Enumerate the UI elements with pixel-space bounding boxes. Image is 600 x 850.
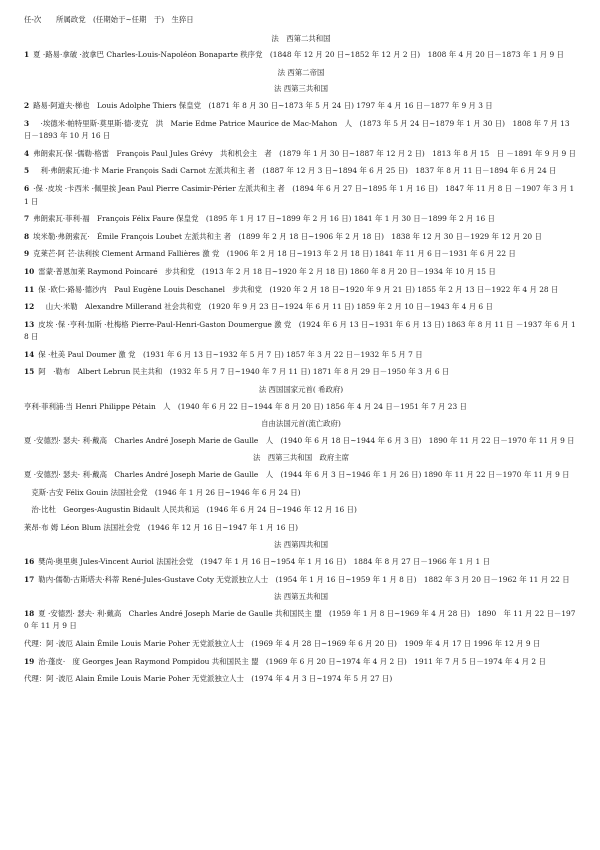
- entry-text: 莱昂·布 姆 Léon Blum 法国社会党 (1946 年 12 月 16 日~1947 年 1 月 16 日): [24, 522, 299, 532]
- president-entry: [24, 100, 578, 113]
- entry-number: 3: [24, 118, 30, 128]
- section-heading: 法 西第五共和国: [273, 592, 329, 602]
- entry-number: 1: [24, 50, 30, 60]
- entry-number: 12: [24, 302, 35, 312]
- president-entry: [24, 49, 578, 62]
- entry-text: 弗朗索瓦·菲利·福 François Félix Faure 保皇党 (1895 年 1 月 17 日~1899 年 2 月 16 日) 1841 年 1 月 30 日－1899 年 2 月 16 日: [33, 214, 495, 224]
- entry-number: 13: [24, 319, 35, 329]
- president-entry: [24, 231, 578, 244]
- entry-text: 代理：阿 ·波厄 Alain Émile Louis Marie Poher 无党派独立人士 (1974 年 4 月 3 日~1974 年 5 月 27 日): [24, 674, 393, 684]
- president-entry: [24, 638, 578, 651]
- president-entry: [24, 608, 578, 633]
- entry-text: 夏 ·路易·拿破 ·波拿巴 Charles-Louis-Napoléon Bonaparte 秩序党 (1848 年 12 月 20 日~1852 年 12 月 2 日) 1808 年 4 月 20 日－1873 年 1 月 9 日: [33, 50, 564, 60]
- president-entry: [24, 349, 578, 362]
- president-entry: [24, 319, 578, 344]
- entry-text: 代理：阿 ·波厄 Alain Émile Louis Marie Poher 无党派独立人士 (1969 年 4 月 28 日~1969 年 6 月 20 日) 1909 年 4 月 17 日 1996 年 12 月 9 日: [24, 638, 541, 648]
- entry-text: 利·弗朗索瓦·迪·卡 Marie François Sadi Carnot 左派共和主 者 (1887 年 12 月 3 日~1894 年 6 月 25 日) 1837 年 8 月 11 日－1894 年 6 月 24 日: [33, 166, 557, 176]
- section-heading: 法 西第二共和国: [271, 33, 331, 43]
- entry-number: 5: [24, 166, 30, 176]
- president-entry: [24, 673, 578, 686]
- entry-number: 7: [24, 214, 30, 224]
- president-entry: [24, 213, 578, 226]
- entry-text: 路易·阿道夫·梯也 Louis Adolphe Thiers 保皇党 (1871 年 8 月 30 日~1873 年 5 月 24 日) 1797 年 4 月 16 日－1877 年 9 月 3 日: [33, 100, 493, 110]
- entry-text: 夏 ·安德烈· 瑟夫· 利·戴高 Charles André Joseph Marie de Gaulle 人 (1944 年 6 月 3 日~1946 年 1 月 26 日) 1890 年 11 月 22 日－1970 年 11 月 9 日: [24, 470, 570, 480]
- entry-text: 保 ·欧仁·路易·德沙内 Paul Eugène Louis Deschanel 步共和党 (1920 年 2 月 18 日~1920 年 9 月 21 日) 1855 年 2 月 13 日－1922 年 4 月 28 日: [38, 284, 559, 294]
- president-entry: [24, 504, 578, 517]
- entry-text: 埃米勒·弗朗索瓦· Émile François Loubet 左派共和主 者 (1899 年 2 月 18 日~1906 年 2 月 18 日) 1838 年 12 月 30 日－1929 年 12 月 20 日: [33, 231, 542, 241]
- president-entry: [24, 401, 578, 414]
- section-heading: 法 西第四共和国: [273, 540, 329, 550]
- entry-text: 山大·米勒 Alexandre Millerand 社会共和党 (1920 年 9 月 23 日~1924 年 6 月 11 日) 1859 年 2 月 10 日－1943 年 4 月 6 日: [38, 302, 493, 312]
- entry-text: 阿 ·勒布 Albert Lebrun 民主共和 (1932 年 5 月 7 日~1940 年 7 月 11 日) 1871 年 8 月 29 日－1950 年 3 月 6 日: [38, 367, 450, 377]
- president-entry: [24, 656, 578, 669]
- entry-text: 治·比杜 Georges-Augustin Bidault 人民共和运 (1946 年 6 月 24 日~1946 年 12 月 16 日): [24, 505, 357, 515]
- entry-number: 2: [24, 100, 30, 110]
- entry-number: 9: [24, 249, 30, 259]
- president-entry: [24, 266, 578, 279]
- president-entry: [24, 248, 578, 261]
- entry-text: 克莱芒·阿 芒·法利挨 Clement Armand Fallières 激 党 (1906 年 2 月 18 日~1913 年 2 月 18 日) 1841 年 11 月 6 日－1931 年 6 月 22 日: [33, 249, 516, 259]
- entry-number: 11: [24, 284, 35, 294]
- entry-number: 8: [24, 231, 30, 241]
- president-entry: [24, 522, 578, 535]
- president-entry: [24, 574, 578, 587]
- president-entry: [24, 487, 578, 500]
- entry-number: 10: [24, 266, 35, 276]
- president-entry: [24, 366, 578, 379]
- entry-text: ·埃德米·帕特里斯·莫里斯·德·麦克 洪 Marie Edme Patrice Maurice de Mac-Mahon 人 (1873 年 5 月 24 日~1879 年 1 月 30 日) 1808 年 7 月 13 日－1893 年 10 月 16 日: [24, 118, 570, 141]
- entry-text: 亨利·菲利浦·当 Henri Philippe Pétain 人 (1940 年 6 月 22 日~1944 年 8 月 20 日) 1856 年 4 月 24 日－1951 年 7 月 23 日: [24, 401, 467, 411]
- entry-text: 弗朗索瓦·保 ·儒勒·格雷 François Paul Jules Grévy 共和机会主 者 (1879 年 1 月 30 日~1887 年 12 月 2 日) 1813 年 8 月 15 日 －1891 年 9 月 9 日: [33, 148, 576, 158]
- president-entry: [24, 118, 578, 143]
- president-entry: [24, 469, 578, 482]
- entry-number: 6: [24, 183, 30, 193]
- entry-text: 夏 ·安德烈· 瑟夫· 利·戴高 Charles André Joseph Marie de Gaulle 人 (1940 年 6 月 18 日~1944 年 6 月 3 日) 1890 年 11 月 22 日－1970 年 11 月 9 日: [24, 435, 575, 445]
- entry-text: 夏 ·安德烈· 瑟夫· 利·戴高 Charles André Joseph Marie de Gaulle 共和国民主 盟 (1959 年 1 月 8 日~1969 年 4 月 28 日) 1890 年 11 月 22 日－1970 年 11 月 9 日: [24, 608, 576, 631]
- entry-number: 18: [24, 608, 35, 618]
- entry-text: 勒内·儒勒-古斯塔夫·科蒂 René-Jules-Gustave Coty 无党派独立人士 (1954 年 1 月 16 日~1959 年 1 月 8 日) 1882 年 3 月 20 日－1962 年 11 月 22 日: [38, 574, 570, 584]
- section-heading: 法 西第三共和国 政府主席: [252, 453, 350, 463]
- president-entry: [24, 556, 578, 569]
- entry-number: 16: [24, 557, 35, 566]
- entry-text: 樊尚·奥里奥 Jules-Vincent Auriol 法国社会党 (1947 年 1 月 16 日~1954 年 1 月 16 日) 1884 年 8 月 27 日－1966 年 1 月 1 日: [38, 557, 490, 566]
- entry-number: 15: [24, 367, 35, 377]
- president-entry: [24, 284, 578, 297]
- entry-text: ·保 ·皮埃 ·卡西米 ·佩里挨 Jean Paul Pierre Casimir-Périer 左派共和主 者 (1894 年 6 月 27 日~1895 年 1 月 16 日) 1847 年 11 月 8 日 －1907 年 3 月 11 日: [24, 183, 575, 206]
- president-entry: [24, 148, 578, 161]
- president-list: [24, 33, 578, 686]
- president-entry: [24, 301, 578, 314]
- column-header: 任-次 所属政党 (任期始于~任期 于) 生猝日: [24, 15, 194, 24]
- section-heading: 法 西第三共和国: [273, 84, 329, 94]
- section-heading: 法 西国国家元首( 希政府): [258, 385, 344, 395]
- entry-text: 雷蒙·普恩加莱 Raymond Poincaré 步共和党 (1913 年 2 月 18 日~1920 年 2 月 18 日) 1860 年 8 月 20 日－1934 年 10 月 15 日: [38, 266, 496, 276]
- president-entry: [24, 165, 578, 178]
- entry-number: 14: [24, 349, 35, 359]
- president-entry: [24, 183, 578, 208]
- president-entry: [24, 435, 578, 448]
- entry-text: 克斯·古安 Félix Gouin 法国社会党 (1946 年 1 月 26 日~1946 年 6 月 24 日): [24, 487, 301, 497]
- section-heading: 法 西第二帝国: [277, 67, 325, 77]
- entry-number: 4: [24, 148, 30, 158]
- entry-text: 皮埃 ·保 ·亨利·加斯 ·杜梅格 Pierre-Paul-Henri-Gaston Doumergue 激 党 (1924 年 6 月 13 日~1931 年 6 月 13 日) 1863 年 8 月 11 日 －1937 年 6 月 18 日: [24, 319, 576, 342]
- section-heading: 自由法国元首(流亡政府): [261, 419, 341, 429]
- entry-number: 17: [24, 574, 35, 584]
- entry-number: 19: [24, 656, 35, 666]
- entry-text: 治·蓬皮· 度 Georges Jean Raymond Pompidou 共和国民主 盟 (1969 年 6 月 20 日~1974 年 4 月 2 日) 1911 年 7 月 5 日－1974 年 4 月 2 日: [38, 656, 546, 666]
- entry-text: 保 ·杜美 Paul Doumer 激 党 (1931 年 6 月 13 日~1932 年 5 月 7 日) 1857 年 3 月 22 日－1932 年 5 月 7 日: [38, 349, 423, 359]
